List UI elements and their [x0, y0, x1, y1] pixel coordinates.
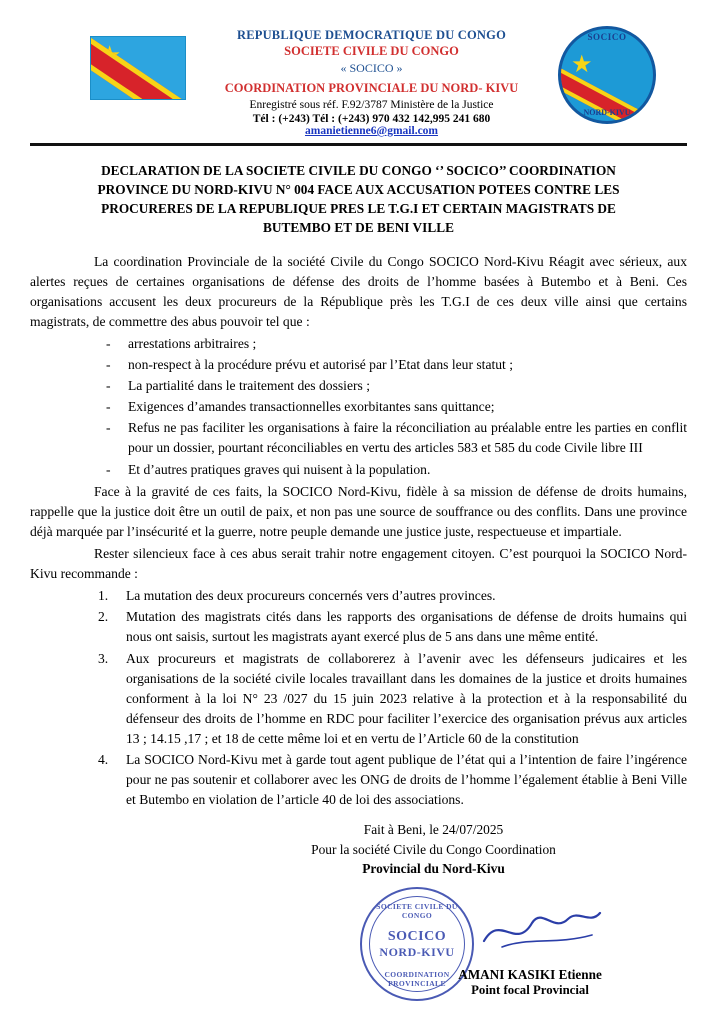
paragraph-1: La coordination Provinciale de la société Civile du Congo SOCICO Nord-Kivu Réagit avec sérieux, aux alertes reçues de certaines organisations de défense des droits de l’homme basées à Butembo et à Beni. Ces organisations accusent les deux procureurs de la République près les T.G.I de ces deux ville ainsi que certains magistrats, de commettre des abus pouvoir tel que : [30, 253, 687, 329]
letterhead [30, 18, 687, 137]
header-organization: SOCIETE CIVILE DU CONGO [284, 44, 459, 58]
signature-for-line-2: Provincial du Nord-Kivu [362, 861, 505, 877]
letterhead-text [186, 24, 557, 137]
header-acronym: « SOCICO » [340, 61, 403, 75]
signature-block [30, 820, 687, 878]
list-item: La SOCICO Nord-Kivu met à garde tout agent publique de l’état qui a l’intention de faire l’ingérence pour ne pas soutenir et collaborer avec les ONG de droits de l’homme l’également établie à Beni Ville et Butembo en violation de l’article 40 de loi des associations. [126, 752, 687, 808]
place-date: Fait à Beni, le 24/07/2025 [363, 822, 504, 838]
logo-bottom-text: NORD-KIVU [583, 108, 631, 117]
paragraph-3: Rester silencieux face à ces abus serait trahir notre engagement citoyen. C’est pourquoi la SOCICO Nord-Kivu recommande : [30, 546, 687, 582]
signer-role: Point focal Provincial [471, 982, 589, 997]
recommendations-list [30, 586, 687, 810]
flag-container [90, 24, 186, 100]
drc-flag-icon [90, 36, 186, 100]
stamp-ring-bottom: COORDINATION PROVINCIALE [384, 969, 450, 988]
header-phones: Tél : (+243) Tél : (+243) 970 432 142,995 241 680 [252, 113, 491, 125]
list-item: - Exigences d’amandes transactionnelles exorbitantes sans quittance; [102, 397, 687, 417]
signer-name: AMANI KASIKI Etienne [458, 966, 602, 982]
header-country: REPUBLIQUE DEMOCRATIQUE DU CONGO [236, 28, 507, 42]
logo-top-text: SOCICO [587, 32, 627, 42]
signature-for-line-1: Pour la société Civile du Congo Coordination [311, 841, 556, 857]
list-item: - arrestations arbitraires ; [102, 334, 687, 354]
signer-info [360, 967, 700, 998]
list-item: - La partialité dans le traitement des dossiers ; [102, 376, 687, 396]
stamp-main-line-2: NORD-KIVU [379, 944, 455, 959]
list-item: - Et d’autres pratiques graves qui nuisent à la population. [102, 460, 687, 480]
stamp-main-line-1: SOCICO [387, 928, 447, 944]
socico-logo-icon [558, 26, 656, 124]
header-divider [30, 143, 687, 146]
header-coordination: COORDINATION PROVINCIALE DU NORD- KIVU [224, 81, 519, 95]
header-contact [192, 113, 551, 137]
abuses-list [30, 334, 687, 480]
signature-area [30, 881, 687, 997]
document-body [30, 252, 687, 811]
list-item: - non-respect à la procédure prévu et autorisé par l’Etat dans leur statut ; [102, 355, 687, 375]
list-item: La mutation des deux procureurs concernés vers d’autres provinces. [126, 588, 496, 604]
page-title: DECLARATION DE LA SOCIETE CIVILE DU CONGO ‘’ SOCICO’’ COORDINATION PROVINCE DU NORD-KIVU N° 004 FACE AUX ACCUSATION POTEES CONTRE LES PROCURERES DE LA REPUBLIQUE PRES LE T.G.I ET CERTAIN MAGISTRATS DE BUTEMBO ET DE BENI VILLE [97, 163, 620, 235]
logo-star-icon: ★ [571, 52, 593, 78]
logo-container [557, 24, 657, 124]
list-item: Aux procureurs et magistrats de collaborerez à l’avenir avec les défenseurs judicaires et les organisations de la société civile locales travaillant dans les domaines de la justice et droits humaines conforment à la loi N° 23 /027 du 15 juin 2023 relative à la protection et à la responsabilité du défenseur des droits de l’homme en RDC pour faciliter l’exercice des organisation prévus aux articles 13 ; 14.15 ,17 ; et 18 de cette même loi et en vertu de l’Article 60 de la constitution [126, 650, 687, 747]
handwritten-signature-icon [482, 907, 602, 955]
stamp-ring-top: SOCIETE CIVILE DU CONGO [376, 901, 458, 920]
list-item: Mutation des magistrats cités dans les rapports des organisations de défense de droits humains qui nous ont saisis, surtout les magistrats ayant exercé plus de 5 ans dans une même entité. [126, 609, 687, 645]
list-item: - Refus ne pas faciliter les organisations à faire la réconciliation au préalable entre les parties en conflit pour un dossier, pourtant réconciliables en vertu des articles 583 et 585 du code Civile libre III [102, 418, 687, 458]
header-email[interactable]: amanietienne6@gmail.com [304, 125, 439, 137]
paragraph-2: Face à la gravité de ces faits, la SOCICO Nord-Kivu, fidèle à sa mission de défense de droits humains, rappelle que la justice doit être un outil de paix, et non pas une source de souffrance ou des conflits. Dans une province déjà marquée par l’insécurité et la guerre, notre peuple demande une justice juste, respectueuse et impartiale. [30, 483, 687, 539]
header-registration: Enregistré sous réf. F.92/3787 Ministère de la Justice [249, 99, 494, 111]
